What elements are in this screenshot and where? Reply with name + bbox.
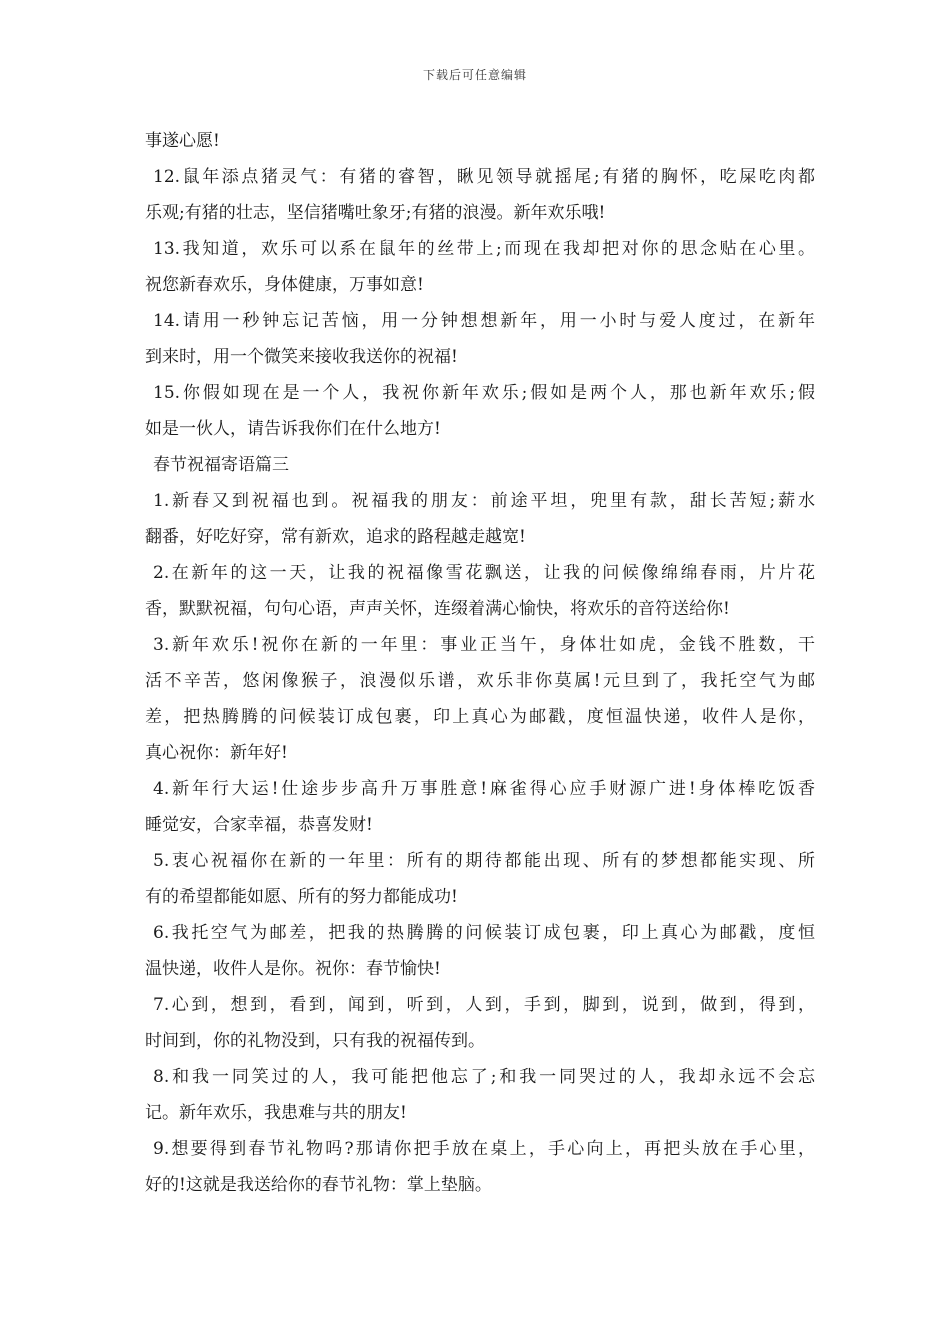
text-line: 乐观;有猪的壮志，坚信猪嘴吐象牙;有猪的浪漫。新年欢乐哦!	[145, 203, 606, 223]
text-line: 差，把热腾腾的问候装订成包裹，印上真心为邮戳，度恒温快递，收件人是你，	[145, 707, 815, 727]
text-line: 6.我托空气为邮差，把我的热腾腾的问候装订成包裹，印上真心为邮戳，度恒	[153, 923, 815, 943]
text-line: 5.衷心祝福你在新的一年里：所有的期待都能出现、所有的梦想都能实现、所	[153, 851, 815, 871]
page-header: 下载后可任意编辑	[422, 68, 527, 82]
text-line: 温快递，收件人是你。祝你：春节愉快!	[145, 959, 441, 979]
text-line: 15.你假如现在是一个人，我祝你新年欢乐;假如是两个人，那也新年欢乐;假	[153, 383, 815, 403]
text-line: 春节祝福寄语篇三	[153, 455, 289, 475]
text-line: 香，默默祝福，句句心语，声声关怀，连缀着满心愉快，将欢乐的音符送给你!	[145, 599, 730, 619]
text-line: 记。新年欢乐，我患难与共的朋友!	[145, 1103, 407, 1123]
text-line: 真心祝你：新年好!	[145, 743, 288, 763]
text-line: 到来时，用一个微笑来接收我送你的祝福!	[145, 347, 458, 367]
text-line: 事遂心愿!	[145, 131, 220, 151]
text-line: 时间到，你的礼物没到，只有我的祝福传到。	[145, 1031, 485, 1051]
text-line: 睡觉安，合家幸福，恭喜发财!	[145, 815, 373, 835]
text-line: 好的!这就是我送给你的春节礼物：掌上垫脑。	[145, 1175, 492, 1195]
text-line: 祝您新春欢乐，身体健康，万事如意!	[145, 275, 424, 295]
text-line: 8.和我一同笑过的人，我可能把他忘了;和我一同哭过的人，我却永远不会忘	[153, 1067, 815, 1087]
text-line: 翻番，好吃好穿，常有新欢，追求的路程越走越宽!	[145, 527, 526, 547]
text-line: 1.新春又到祝福也到。祝福我的朋友：前途平坦，兜里有款，甜长苦短;薪水	[153, 491, 815, 511]
text-line: 4.新年行大运!仕途步步高升万事胜意!麻雀得心应手财源广进!身体棒吃饭香	[153, 779, 815, 799]
text-line: 如是一伙人，请告诉我你们在什么地方!	[145, 419, 441, 439]
text-line: 7.心到，想到，看到，闻到，听到，人到，手到，脚到，说到，做到，得到，	[153, 995, 815, 1015]
text-line: 13.我知道，欢乐可以系在鼠年的丝带上;而现在我却把对你的思念贴在心里。	[153, 239, 815, 259]
text-line: 9.想要得到春节礼物吗?那请你把手放在桌上，手心向上，再把头放在手心里，	[153, 1139, 815, 1159]
text-line: 3.新年欢乐!祝你在新的一年里：事业正当午，身体壮如虎，金钱不胜数，干	[153, 635, 815, 655]
text-line: 14.请用一秒钟忘记苦恼，用一分钟想想新年，用一小时与爱人度过，在新年	[153, 311, 815, 331]
document-body	[145, 123, 815, 1203]
text-line: 2.在新年的这一天，让我的祝福像雪花飘送，让我的问候像绵绵春雨，片片花	[153, 563, 815, 583]
text-line: 有的希望都能如愿、所有的努力都能成功!	[145, 887, 458, 907]
text-line: 12.鼠年添点猪灵气：有猪的睿智，瞅见领导就摇尾;有猪的胸怀，吃屎吃肉都	[153, 167, 815, 187]
text-line: 活不辛苦，悠闲像猴子，浪漫似乐谱，欢乐非你莫属!元旦到了，我托空气为邮	[145, 671, 815, 691]
